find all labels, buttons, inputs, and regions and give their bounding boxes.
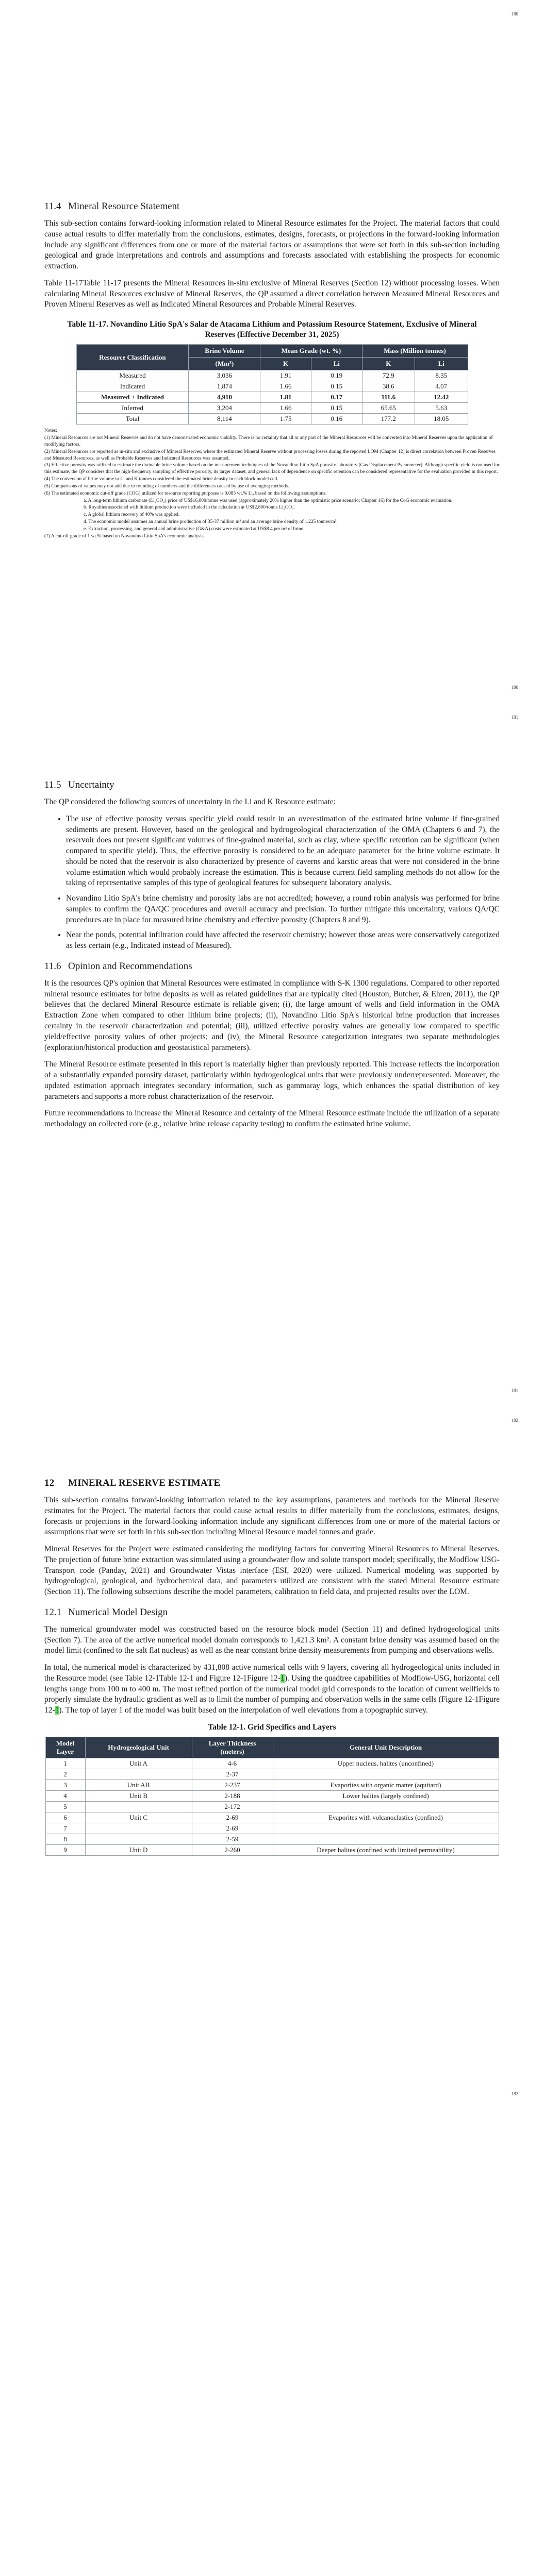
table-notes [44,428,500,539]
col-header: Mean Grade (wt. %) [260,345,362,358]
col-header: Model Layer [45,1737,85,1758]
page-number-bottom: 182 [511,2091,518,2096]
table-row: 1 Unit A 4-6 Upper nucleus, halites (unconfined) [45,1758,499,1769]
paragraph: It is the resources QP's opinion that Mineral Resources were estimated in compliance with S-K 1300 regulations. Compared to other reported mineral resource estimates for brine deposits as well as related guidelines that are typically cited (Houston, Butcher, & Ehren, 2011), the QP believes that the declared Mineral Resource estimate is reliable given; (i), the large amount of wells and field information in the OMA Extraction Zone when compared to other lithium brine projects; (ii), Novandino Litio SpA's historical brine production that increases certainty in the reservoir characterization and potential; (iii), utilized effective porosity values are generally low compared to specific yield/effective porosity values of other projects; and (iv), the Mineral Resource categorization integrates two separate methodologies (exploration/historical production and geostatistical parameters). [44,978,500,1052]
note: (1) Mineral Resources are not Mineral Reserves and do not have demonstrated economic viability. There is no certainty that all or any part of the Mineral Resources will be converted into Mineral Reserves upon the application of modifying factors. [44,435,493,448]
table-row: 8 2-59 [45,1834,499,1845]
table-row: 2 2-37 [45,1769,499,1780]
table-caption: Table 11-17. Novandino Litio SpA's Salar de Atacama Lithium and Potassium Resource Statement, Exclusive of Mineral Reserves (Effective December 31, 2025) [67,320,477,340]
paragraph: Future recommendations to increase the Mineral Resource and certainty of the Mineral Resource estimate include the utilization of a separate methodology on collected core (e.g., relative brine release capacity testing) to confirm the estimated brine volume. [44,1109,500,1129]
page-182 [0,1406,544,2110]
page-180 [0,0,544,703]
section-heading: 12.1 Numerical Model Design [44,1606,168,1618]
col-subheader: Li [311,358,362,370]
col-header: Hydrogeological Unit [85,1737,192,1758]
col-header: Resource Classification [76,345,189,370]
table-row: Inferred 3,204 1.66 0.15 65.65 5.63 [76,403,468,414]
chapter-heading: 12 MINERAL RESERVE ESTIMATE [44,1478,221,1488]
table-row: Measured + Indicated 4,910 1.81 0.17 111.6 12.42 [76,392,468,403]
section-11-4 [44,201,500,540]
table-row: 6 Unit C 2-69 Evaporites with volcanoclastics (confined) [45,1812,499,1823]
col-subheader: Li [415,358,468,370]
note: (6) The estimated economic cut-off grade (COG) utilized for resource reporting purposes is 0.085 wt.% Li, based on the following assumptions: [44,490,327,496]
paragraph: In total, the numerical model is characterized by 431,808 active numerical cells with 9 layers, covering all hydrogeological units included in the Resource model (see Table 12-1Table 12-1 and Figure 12-1Figure 12-1). Using the quadtree capabilities of Modflow-USG, horizontal cell lengths range from 100 m to 400 m. The most refined portion of the numerical model grid corresponds to the location of current wellfields to properly simulate the hydraulic gradient as well as to limit the number of pumping and observation wells in the same cells (Figure 12-1Figure 12-1). The top of layer 1 of the model was built based on the interpolation of well elevations from a topographic survey. [44,1663,500,1715]
table-row: 4 Unit B 2-188 Lower halites (largely confined) [45,1791,499,1802]
table-row: 3 Unit AB 2-237 Evaporites with organic matter (aquitard) [45,1780,499,1791]
table-row: Measured 3,036 1.91 0.19 72.9 8.35 [76,370,468,381]
highlight: 1 [55,1706,59,1715]
note: (4) The conversion of brine volume to Li and K tonnes considered the estimated brine density in each block model cell. [44,477,278,482]
paragraph: The Mineral Resource estimate presented in this report is materially higher than previously reported. This increase reflects the incorporation of a substantially expanded porosity dataset, particularly within hydrogeological units that were previously underrepresented. Moreover, the updated estimation approach integrates secondary information, such as gammaray logs, which enhances the spatial distribution of key parameters and supports a more robust characterization of the reservoir. [44,1060,500,1101]
subnote: d. The economic model assumes an annual brine production of 35-37 million m³ and an average brine density of 1.225 tonnes/m³. [84,519,338,524]
col-subheader: K [362,358,415,370]
paragraph: The numerical groundwater model was constructed based on the resource block model (Section 11) and defined hydrogeological units (Section 7). The area of the active numerical model domain corresponds to 1,421.3 km². A constant brine density was assumed based on the model limit (confined to the salt flat nucleus) as well as the near constant brine density measurements from pumping and observations wells. [44,1624,500,1655]
paragraph: This sub-section contains forward-looking information related to Mineral Resource estimates for the Project. The material factors that could cause actual results to differ materially from the conclusions, estimates, designs, forecasts, or projections in the forward-looking information include any significant differences from one or more of the material factors or assumptions that were set forth in this sub-section including geological and grade interpretations and controls and assumptions and forecasts associated with establishing the prospects for economic extraction. [44,219,500,271]
table-row: 9 Unit D 2-260 Deeper halites (confined with limited permeability) [45,1845,499,1856]
section-heading: 11.6 Opinion and Recommendations [44,960,192,972]
table-row: Indicated 1,874 1.66 0.15 38.6 4.07 [76,381,468,392]
page-181 [0,703,544,1406]
table-row: Total 8,114 1.75 0.16 177.2 18.05 [76,414,468,425]
subnote: a. A long-term lithium carbonate (Li₂CO₃) price of US$16,000/tonne was used (approximately 20% higher than the optimistic price scenario; Chapter 16) for the CoG economic evaluation. [84,498,453,503]
paragraph: Table 11-17Table 11-17 presents the Mineral Resources in-situ exclusive of Mineral Reserves (Section 12) without processing losses. When calculating Mineral Resources exclusive of Mineral Reserves, the QP assumed a direct correlation between Measured Mineral Resources and Proven Mineral Reserves as well as Indicated Mineral Resources and Probable Mineral Reserves. [44,278,500,309]
subnote: c. A global lithium recovery of 40% was applied. [84,512,180,518]
subnote: b. Royalties associated with lithium production were included in the calculation at US$2,800/tonne Li₂CO₃. [84,505,295,511]
col-subheader: K [260,358,311,370]
table-row: 7 2-69 [45,1823,499,1834]
note: (7) A cut-off grade of 1 wt.% based on Novandino Litio SpA's economic analysis. [44,533,205,539]
paragraph: The QP considered the following sources of uncertainty in the Li and K Resource estimate: [44,798,336,806]
note: (5) Comparisons of values may not add due to rounding of numbers and the differences caused by use of averaging methods. [44,483,289,489]
col-header: Brine Volume [189,345,260,358]
section-heading: 11.4 Mineral Resource Statement [44,201,180,212]
note: Notes: [44,428,57,434]
page-number-top: 182 [511,1418,518,1423]
col-header: Layer Thickness (meters) [192,1737,273,1758]
page-number-bottom: 180 [511,685,518,690]
page-number-top: 180 [511,11,518,16]
highlight: 1 [281,1673,285,1683]
paragraph: Mineral Reserves for the Project were estimated considering the modifying factors for converting Mineral Resources to Mineral Reserves. The projection of future brine extraction was simulated using a groundwater flow and solute transport model; specifically, the Modflow USG-Transport code (Panday, 2021) and Groundwater Vistas interface (ESI, 2020) were utilized. Numerical modeling was supported by hydrogeological, geological, and hydrochemical data, and parameters utilized are consistent with the stated Mineral Resource estimate (Section 11). The following subsections describe the model parameters, calibration to field data, and projected results over the LOM. [44,1545,500,1597]
list-item: • The use of effective porosity versus specific yield could result in an overestimation of the estimated brine volume if fine-grained sediments are present. However, based on the geological and hydrogeological characterization of the OMA (Chapters 6 and 7), the reservoir does not present significant volumes of fine-grained material, such as clay, where specific retention can be significant (when compared to specific yield). Thus, the effective porosity is considered to be an adequate parameter for the brine volume estimate. It should be noted that the reservoir is also characterized by presence of caverns and karstic areas that were not considered in the brine volume estimation which would probably increase the estimation. This is because current field sampling methods do not allow for the taking of representative samples of this type of geological features for subsequent laboratory analysis. [66,814,500,889]
page-number-bottom: 181 [511,1388,518,1393]
grid-layers-table [45,1737,499,1856]
table-caption: Table 12-1. Grid Specifics and Layers [208,1723,336,1732]
col-subheader: (Mm³) [189,358,260,370]
section-11-5 [44,779,500,1136]
note: (2) Mineral Resources are reported as in-situ and exclusive of Mineral Reserves, where the estimated Mineral Reserve without processing losses during the reported LOM (Chapter 12) is direct correlation between Proven Reserves and Measured Resources, as well as Probable Reserves and Indicated Resources was assumed. [44,449,496,461]
subnote: e. Extraction, processing, and general and administrative (G&A) costs were estimated at US$8.4 per m³ of brine. [84,526,305,532]
uncertainty-list [44,814,500,952]
resource-table [76,344,468,425]
list-item: • Near the ponds, potential infiltration could have affected the reservoir chemistry; however those areas were conservatively categorized as less certain (e.g., Indicated instead of Measured). [66,930,500,952]
paragraph: This sub-section contains forward-looking information related to the key assumptions, parameters and methods for the Mineral Reserve estimates for the Project. The material factors that could cause actual results to differ materially from the conclusions, estimates, designs, forecasts or projections in the forward-looking information include any significant differences from one or more of the material factors or assumptions that were set forth in this sub-section including Mineral Resource model tonnes and grade. [44,1496,500,1537]
col-header: General Unit Description [273,1737,499,1758]
section-heading: 11.5 Uncertainty [44,779,114,790]
note: (3) Effective porosity was utilized to estimate the drainable brine volume based on the measurement techniques of the Novandino Litio SpA porosity laboratory (Gas Displacement Pycnometer). Although specific yield is not used for this estimate, the QP considers that the high-frequency sampling of effective porosity, its larger dataset, and general lack of dependence on specific retention can be considered representative for the evaluation provided in this report. [44,463,500,475]
table-row: 5 2-172 [45,1802,499,1812]
page-number-top: 181 [511,715,518,720]
col-header: Mass (Million tonnes) [362,345,468,358]
section-12 [44,1478,500,1856]
page-blank-area [0,2110,544,2576]
list-item: • Novandino Litio SpA's brine chemistry and porosity labs are not accredited; however, a round robin analysis was performed for brine samples to confirm the QA/QC procedures and overall accuracy and precision. To further mitigate this uncertainty, various QA/QC procedures are in place for measured brine chemistry and effective porosity (Chapters 8 and 9). [66,893,500,925]
